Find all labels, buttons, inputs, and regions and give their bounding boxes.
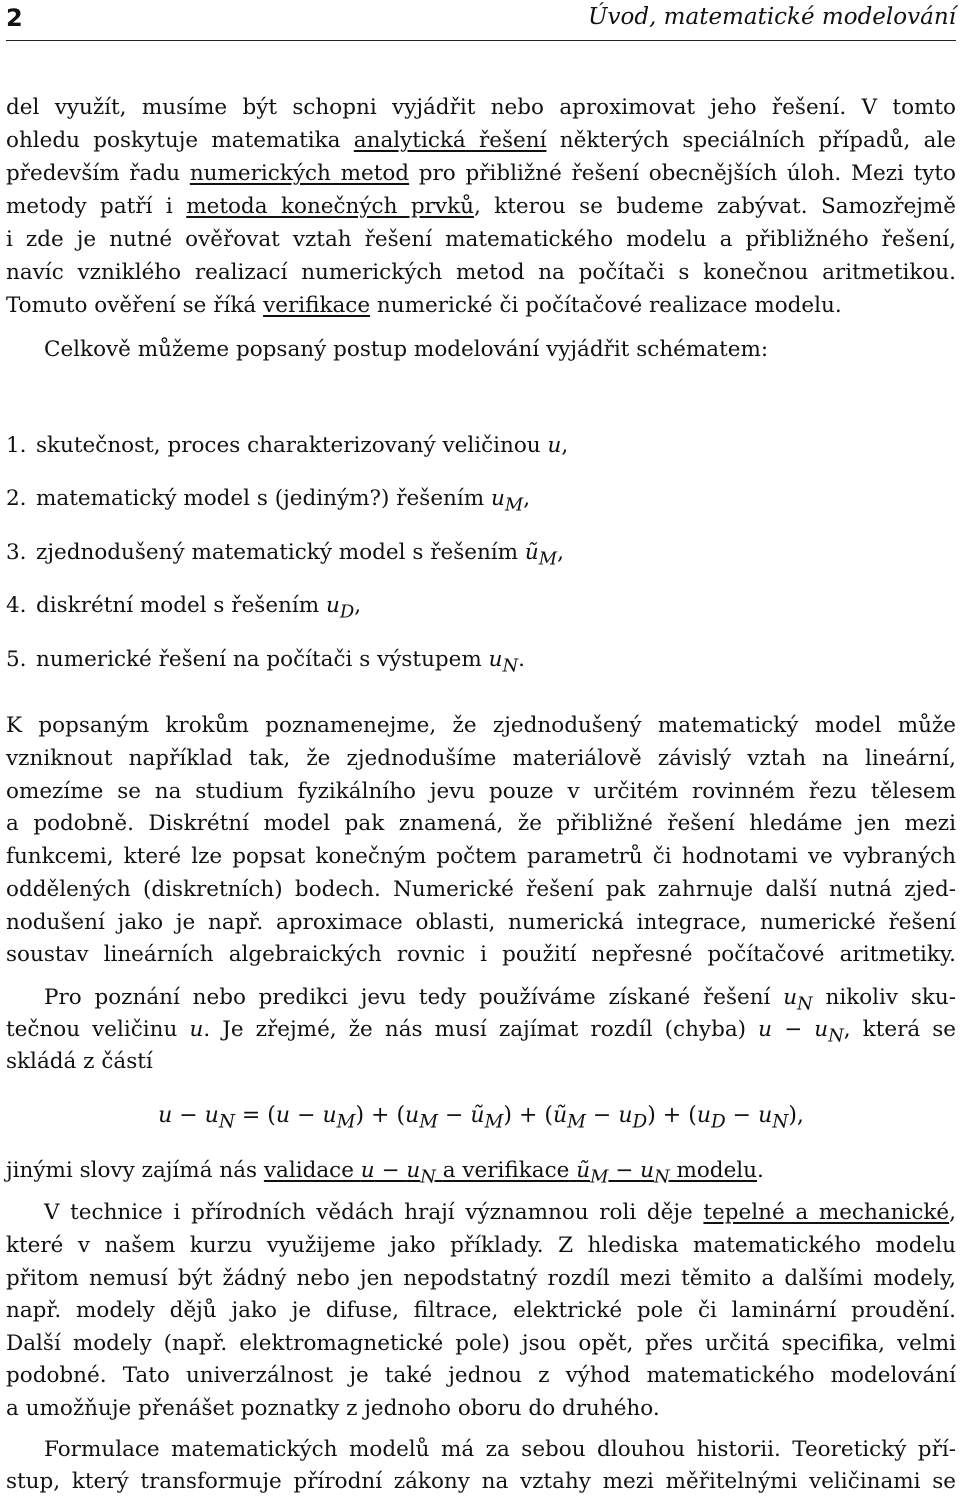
running-header	[6, 0, 956, 41]
list-item: 3. zjednodušený matematický model s řešením $ũ_M$,	[6, 540, 564, 570]
paragraph-4-line-3: skládá z částí	[6, 1049, 153, 1074]
paragraph-4-line-2: tečnou veličinu u. Je zřejmé, že nás musí zajímat rozdíl (chyba) $u - u_N$, která se	[6, 1017, 957, 1047]
paragraph-6-line-7: a umožňuje přenášet poznatky z jednoho oboru do druhého.	[6, 1396, 660, 1421]
link-numerical-methods: numerických metod	[189, 161, 410, 186]
list-item: 5. numerické řešení na počítači s výstupem $u_N$.	[6, 647, 525, 677]
paragraph-3-line-8: soustav lineárních algebraických rovnic i použití nepřesné počítačové aritmetiky.	[6, 942, 956, 967]
paragraph-6-line-4: např. modely dějů jako je difuse, filtrace, elektrické pole či laminární proudění.	[6, 1298, 956, 1323]
paragraph-3-line-1: K popsaným krokům poznamenejme, že zjednodušený matematický model může	[6, 713, 956, 738]
paragraph-6-line-5: Další modely (např. elektromagnetické pole) jsou opět, přes určitá specifika, velmi	[6, 1331, 956, 1356]
paragraph-3-line-4: a podobně. Diskrétní model pak znamená, že přibližné řešení hledáme jen mezi	[6, 811, 956, 836]
link-validation: validace $u - u_N$ a verifikace $ũ_M - u_N$ modelu	[263, 1158, 758, 1188]
paragraph-3-line-5: funkcemi, které lze popsat konečným počtem parametrů či hodnotami ve vybraných	[6, 844, 956, 869]
paragraph-1-line-6: navíc vzniklého realizací numerických metod na počítači s konečnou aritmetikou.	[6, 260, 956, 285]
paragraph-1-line-2: ohledu poskytuje matematika analytická řešení některých speciálních případů, ale	[6, 128, 957, 153]
paragraph-6-line-2: které v našem kurzu využijeme jako příklady. Z hlediska matematického modelu	[6, 1233, 956, 1258]
paragraph-3-line-2: vzniknout například tak, že zjednodušíme materiálově závislý vztah na lineární,	[6, 746, 956, 771]
paragraph-6-line-6: podobné. Tato univerzálnost je také jednou z výhod matematického modelování	[6, 1363, 956, 1388]
paragraph-3-line-3: omezíme se na studium fyzikálního jevu pouze v určitém rovinném řezu tělesem	[6, 779, 956, 804]
paragraph-3-line-7: nodušení jako je např. aproximace oblasti, numerická integrace, numerické řešení	[6, 910, 956, 935]
paragraph-7-line-2: stup, který transformuje přírodní zákony na vztahy mezi měřitelnými veličinami se	[6, 1469, 956, 1494]
paragraph-3-line-6: oddělených (diskretních) bodech. Numerické řešení pak zahrnuje další nutná zjed-	[6, 877, 956, 902]
error-decomposition-equation: $u - u_N = (u - u_M) + (u_M$ − $ũ_M$) + $(ũ_M - u_D) + (u_D - u_N)$,	[158, 1103, 804, 1133]
paragraph-1-line-4: metody patří i metoda konečných prvků, kterou se budeme zabývat. Samozřejmě	[6, 194, 956, 219]
link-analytic-solutions: analytická řešení	[353, 128, 547, 153]
link-fem: metoda konečných prvků	[186, 194, 474, 219]
paragraph-4-line-1: Pro poznání nebo predikci jevu tedy používáme získané řešení $u_N$ nikoliv sku-	[44, 985, 957, 1015]
link-verification: verifikace	[263, 293, 371, 318]
paragraph-5: jinými slovy zajímá nás validace $u - u_N$ a verifikace $ũ_M - u_N$ modelu.	[6, 1158, 764, 1188]
paragraph-7-line-1: Formulace matematických modelů má za sebou dlouhou historii. Teoretický pří-	[44, 1437, 956, 1462]
list-item: 1. skutečnost, proces charakterizovaný veličinou u,	[6, 433, 569, 458]
paragraph-6-line-3: přitom nemusí být žádný nebo jen nepodstatný rozdíl mezi těmito a dalšími modely,	[6, 1266, 956, 1291]
paragraph-2: Celkově můžeme popsaný postup modelování vyjádřit schématem:	[44, 337, 769, 362]
paragraph-1-line-7: Tomuto ověření se říká verifikace numerické či počítačové realizace modelu.	[6, 293, 842, 318]
paragraph-1-line-3: především řadu numerických metod pro přibližné řešení obecnějších úloh. Mezi tyto	[6, 161, 956, 186]
list-item: 4. diskrétní model s řešením $u_D$,	[6, 593, 362, 623]
link-thermal-mechanical: tepelné a mechanické	[703, 1200, 950, 1225]
paragraph-1-line-1: del využít, musíme být schopni vyjádřit nebo aproximovat jeho řešení. V tomto	[6, 95, 956, 120]
paragraph-1-line-5: i zde je nutné ověřovat vztah řešení matematického modelu a přibližného řešení,	[6, 227, 956, 252]
list-item: 2. matematický model s (jediným?) řešením $u_M$,	[6, 486, 531, 516]
page-number: 2	[6, 4, 23, 32]
paragraph-6-line-1: V technice i přírodních vědách hrají významnou roli děje tepelné a mechanické,	[44, 1200, 956, 1225]
chapter-title: Úvod, matematické modelování	[588, 4, 956, 30]
